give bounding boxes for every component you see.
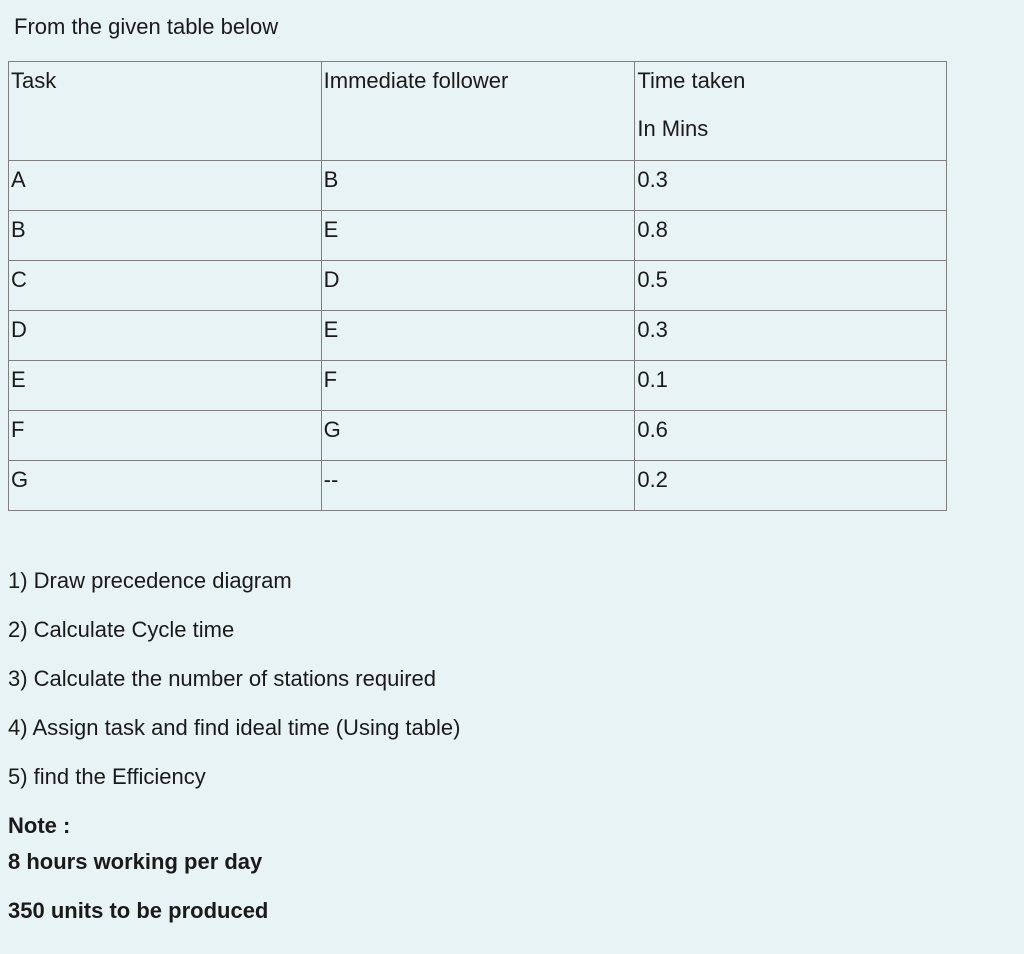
header-follower	[321, 62, 635, 161]
table-row	[9, 161, 947, 211]
time-cell: 0.2	[635, 461, 947, 511]
question-item: 1) Draw precedence diagram	[8, 568, 292, 593]
follower-cell: D	[321, 261, 635, 311]
follower-cell: --	[321, 461, 635, 511]
note-line: 8 hours working per day	[8, 849, 263, 874]
follower-cell: B	[321, 161, 635, 211]
table-row	[9, 361, 947, 411]
time-cell: 0.3	[635, 161, 947, 211]
task-cell: G	[9, 461, 322, 511]
follower-cell: E	[321, 311, 635, 361]
time-cell: 0.3	[635, 311, 947, 361]
task-cell: F	[9, 411, 322, 461]
task-cell: B	[9, 211, 322, 261]
time-cell: 0.5	[635, 261, 947, 311]
table-row	[9, 461, 947, 511]
header-task-label: Task	[11, 68, 57, 93]
follower-cell: E	[321, 211, 635, 261]
note-line: 350 units to be produced	[8, 898, 269, 923]
header-follower-label: Immediate follower	[323, 68, 509, 93]
note-heading: Note :	[8, 813, 71, 838]
header-time-line1: Time taken	[637, 68, 746, 93]
time-cell: 0.8	[635, 211, 947, 261]
table-row	[9, 261, 947, 311]
task-cell: E	[9, 361, 322, 411]
note-block	[8, 812, 268, 925]
task-table	[8, 61, 947, 511]
header-time-line2: In Mins	[637, 116, 709, 141]
header-time	[635, 62, 947, 161]
follower-cell: F	[321, 361, 635, 411]
follower-cell: G	[321, 411, 635, 461]
table-row	[9, 211, 947, 261]
task-cell: D	[9, 311, 322, 361]
table-header-row	[9, 62, 947, 161]
time-cell: 0.1	[635, 361, 947, 411]
table-body	[9, 161, 947, 511]
question-item: 4) Assign task and find ideal time (Using table)	[8, 715, 461, 740]
question-item: 3) Calculate the number of stations required	[8, 666, 437, 691]
question-item: 5) find the Efficiency	[8, 764, 206, 789]
intro-text: From the given table below	[14, 14, 279, 39]
time-cell: 0.6	[635, 411, 947, 461]
question-list	[8, 566, 460, 811]
header-task	[9, 62, 322, 161]
table-row	[9, 311, 947, 361]
table-row	[9, 411, 947, 461]
task-cell: C	[9, 261, 322, 311]
question-item: 2) Calculate Cycle time	[8, 617, 235, 642]
task-cell: A	[9, 161, 322, 211]
